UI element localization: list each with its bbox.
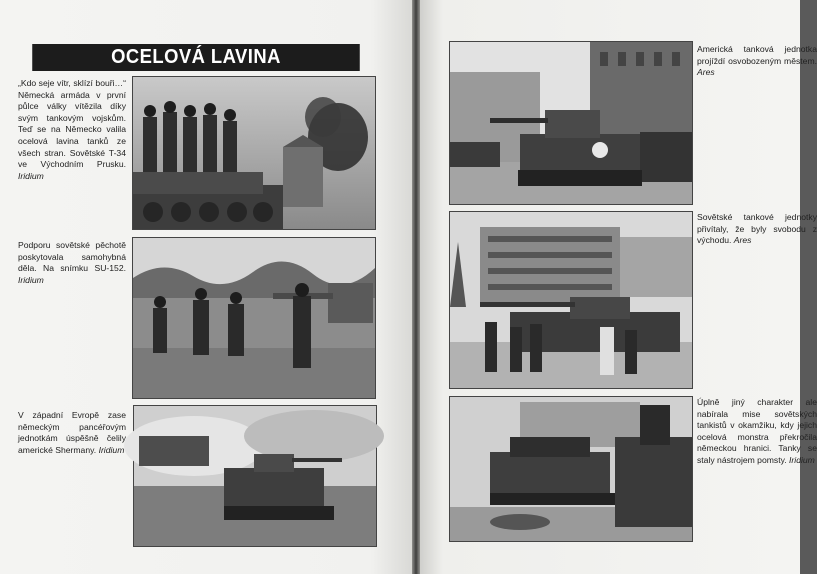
chapter-title: OCELOVÁ LAVINA <box>32 44 360 71</box>
caption-text: Úplně jiný charakter ale nabírala mise sovětských tankistů v okamžiku, kdy jejich ocelová monstra překročila německou hranici. Tanky se staly nástrojem pomsty. <box>697 397 817 465</box>
caption-sherman <box>18 410 126 456</box>
caption-source: Iridium <box>18 274 44 285</box>
caption-text: Americká tanková jednotka projíždí osvobozeným městem. <box>697 44 817 66</box>
caption-text: Podporu sovětské pěchotě poskytovala samohybná děla. Na snímku SU-152. <box>18 240 126 274</box>
caption-source: Iridium <box>789 454 815 465</box>
caption-source: Ares <box>697 67 715 78</box>
caption-text: V západní Evropě zase německým pancéřovým jednotkám úspěšně čelily americké Shermany. <box>18 410 126 455</box>
photo-us-tank-city <box>449 41 693 205</box>
caption-soviet-border <box>697 397 817 467</box>
photo-soviet-tanks-border <box>449 396 693 542</box>
caption-text: „Kdo seje vítr, sklízí bouři…“ Německá armáda v první půlce války vítězila díky svým tankovým vojskům. Teď se na Německo valila ocelová lavina tanků ze všech stran. Sovětské T-34 ve Východním Prusku. <box>18 78 126 170</box>
caption-source: Iridium <box>18 170 44 181</box>
photo-t34-east-prussia <box>132 76 376 230</box>
photo-su152-infantry <box>132 237 376 399</box>
photo-shermans-west <box>133 405 377 547</box>
caption-source: Ares <box>733 235 752 246</box>
photo-soviet-tanks-city <box>449 211 693 389</box>
caption-us-tank <box>697 44 817 79</box>
caption-su152 <box>18 240 126 286</box>
caption-soviet-city <box>697 212 817 247</box>
book-gutter <box>412 0 420 574</box>
caption-source: Iridium <box>98 444 125 455</box>
caption-t34 <box>18 78 126 182</box>
right-page <box>420 0 817 574</box>
caption-text: Sovětské tankové jednotky přivítaly, že byly svobodu z východu. <box>697 212 817 246</box>
